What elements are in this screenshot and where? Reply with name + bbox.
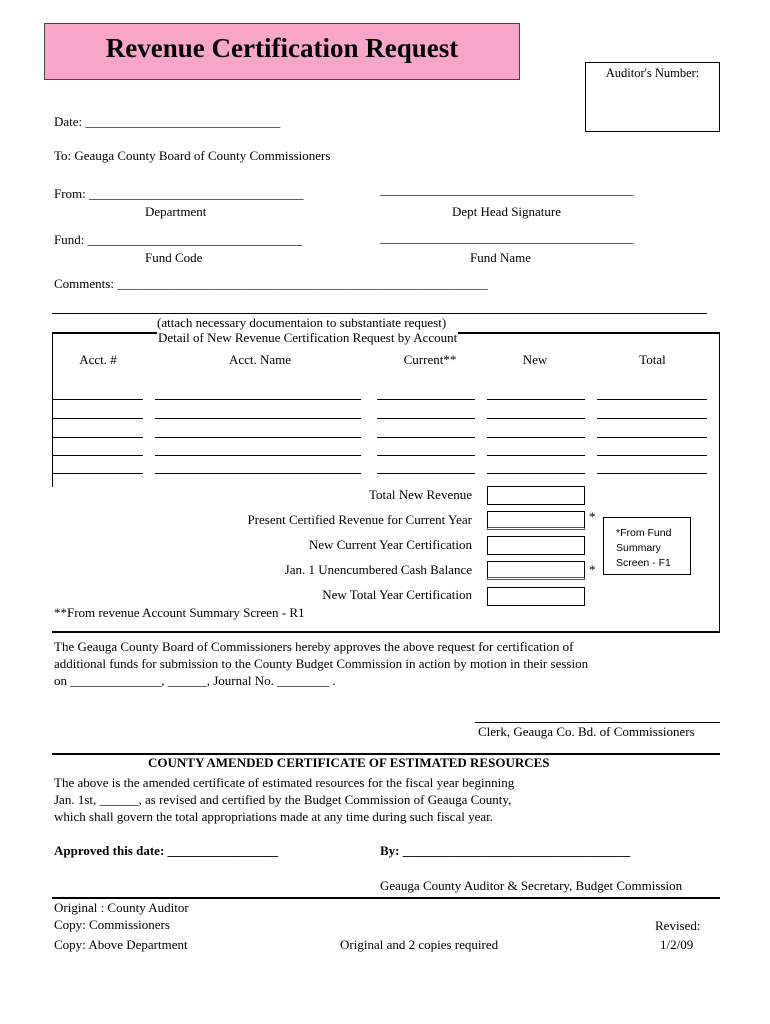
cell-new[interactable] xyxy=(487,455,585,456)
col-acct-name: Acct. Name xyxy=(228,352,292,367)
col-acct-number: Acct. # xyxy=(79,352,117,367)
total-new-revenue-label: Total New Revenue xyxy=(368,487,472,502)
fund-note-line: Summary xyxy=(616,542,661,554)
new-total-year-input[interactable] xyxy=(487,587,585,606)
present-certified-asterisk: * xyxy=(589,509,596,524)
present-certified-label: Present Certified Revenue for Current Year xyxy=(247,512,472,527)
revised-label: Revised: xyxy=(655,918,701,933)
new-current-year-label: New Current Year Certification xyxy=(308,537,472,552)
cell-current[interactable] xyxy=(377,455,475,456)
jan-balance-input[interactable] xyxy=(487,561,585,580)
col-current: Current** xyxy=(403,352,457,367)
cell-acct-number[interactable] xyxy=(52,418,143,419)
approval-line-1: The Geauga County Board of Commissioners hereby approves the above request for certification of xyxy=(54,639,574,654)
fund-summary-note xyxy=(603,517,691,575)
fund-note-line: *From Fund xyxy=(616,527,672,539)
footer-divider xyxy=(52,897,720,899)
cell-acct-number[interactable] xyxy=(52,437,143,438)
cell-acct-name[interactable] xyxy=(155,473,361,474)
auditor-number-label: Auditor's Number: xyxy=(605,66,700,80)
cell-acct-name[interactable] xyxy=(155,455,361,456)
cell-total[interactable] xyxy=(597,399,707,400)
comments-extra-line[interactable] xyxy=(52,313,707,314)
cell-total[interactable] xyxy=(597,418,707,419)
cell-new[interactable] xyxy=(487,399,585,400)
cell-new[interactable] xyxy=(487,418,585,419)
title-banner xyxy=(44,23,520,80)
cell-acct-name[interactable] xyxy=(155,399,361,400)
fund-code-field[interactable]: Fund: _________________________________ xyxy=(54,232,303,247)
col-new: New xyxy=(522,352,548,367)
amended-line-3: which shall govern the total appropriations made at any time during such fiscal year. xyxy=(54,809,493,824)
distribution-copy-1: Copy: Commissioners xyxy=(54,917,170,932)
distribution-copy-2: Copy: Above Department xyxy=(54,937,188,952)
cell-current[interactable] xyxy=(377,399,475,400)
cell-current[interactable] xyxy=(377,473,475,474)
cell-acct-name[interactable] xyxy=(155,437,361,438)
by-signature-field[interactable]: By: ___________________________________ xyxy=(380,843,631,858)
fund-name-field[interactable]: _______________________________________ xyxy=(380,230,634,245)
to-line: To: Geauga County Board of County Commissioners xyxy=(54,148,331,163)
distribution-original: Original : County Auditor xyxy=(54,900,189,915)
copies-required: Original and 2 copies required xyxy=(340,937,499,952)
clerk-label: Clerk, Geauga Co. Bd. of Commissioners xyxy=(478,724,695,739)
cell-new[interactable] xyxy=(487,473,585,474)
fund-name-label: Fund Name xyxy=(470,250,532,265)
approval-line-3[interactable]: on ______________, ______, Journal No. ________ . xyxy=(54,673,336,688)
present-certified-input[interactable] xyxy=(487,511,585,530)
dept-head-signature-field[interactable]: _______________________________________ xyxy=(380,182,634,197)
revised-date: 1/2/09 xyxy=(660,937,694,952)
approved-date-field[interactable]: Approved this date: _________________ xyxy=(54,843,279,858)
approval-line-2: additional funds for submission to the County Budget Commission in action by motion in their session xyxy=(54,656,589,671)
new-current-year-input[interactable] xyxy=(487,536,585,555)
amended-heading: COUNTY AMENDED CERTIFICATE OF ESTIMATED RESOURCES xyxy=(148,755,550,770)
cell-total[interactable] xyxy=(597,473,707,474)
jan-balance-label: Jan. 1 Unencumbered Cash Balance xyxy=(284,562,472,577)
cell-new[interactable] xyxy=(487,437,585,438)
cell-acct-number[interactable] xyxy=(52,399,143,400)
auditor-number-box[interactable] xyxy=(585,62,720,132)
amended-line-2[interactable]: Jan. 1st, ______, as revised and certified by the Budget Commission of Geauga County, xyxy=(54,792,512,807)
table-bottom-border xyxy=(52,631,720,633)
cell-acct-number[interactable] xyxy=(52,473,143,474)
cell-acct-name[interactable] xyxy=(155,418,361,419)
total-new-revenue-input[interactable] xyxy=(487,486,585,505)
amended-line-1: The above is the amended certificate of estimated resources for the fiscal year beginning xyxy=(54,775,515,790)
auditor-secretary-label: Geauga County Auditor & Secretary, Budget Commission xyxy=(380,878,683,893)
from-department-field[interactable]: From: _________________________________ xyxy=(54,186,304,201)
footnote-r1: **From revenue Account Summary Screen - R1 xyxy=(54,605,305,620)
table-right-border xyxy=(719,332,720,632)
cell-current[interactable] xyxy=(377,437,475,438)
dept-head-signature-label: Dept Head Signature xyxy=(452,204,562,219)
fund-code-label: Fund Code xyxy=(145,250,203,265)
clerk-signature-line[interactable] xyxy=(475,722,720,723)
jan-balance-asterisk: * xyxy=(589,562,596,577)
col-total: Total xyxy=(639,352,666,367)
attach-note: (attach necessary documentaion to substantiate request) xyxy=(157,315,447,330)
comments-field[interactable]: Comments: _________________________________________________________ xyxy=(54,276,488,291)
cell-total[interactable] xyxy=(597,437,707,438)
department-label: Department xyxy=(145,204,207,219)
date-field[interactable]: Date: ______________________________ xyxy=(54,114,281,129)
new-total-year-label: New Total Year Certification xyxy=(322,587,472,602)
fund-note-line: Screen - F1 xyxy=(616,557,671,569)
cell-total[interactable] xyxy=(597,455,707,456)
form-title: Revenue Certification Request xyxy=(105,33,459,63)
detail-heading: Detail of New Revenue Certification Request by Account xyxy=(158,330,458,345)
table-left-border xyxy=(52,332,53,487)
cell-current[interactable] xyxy=(377,418,475,419)
cell-acct-number[interactable] xyxy=(52,455,143,456)
